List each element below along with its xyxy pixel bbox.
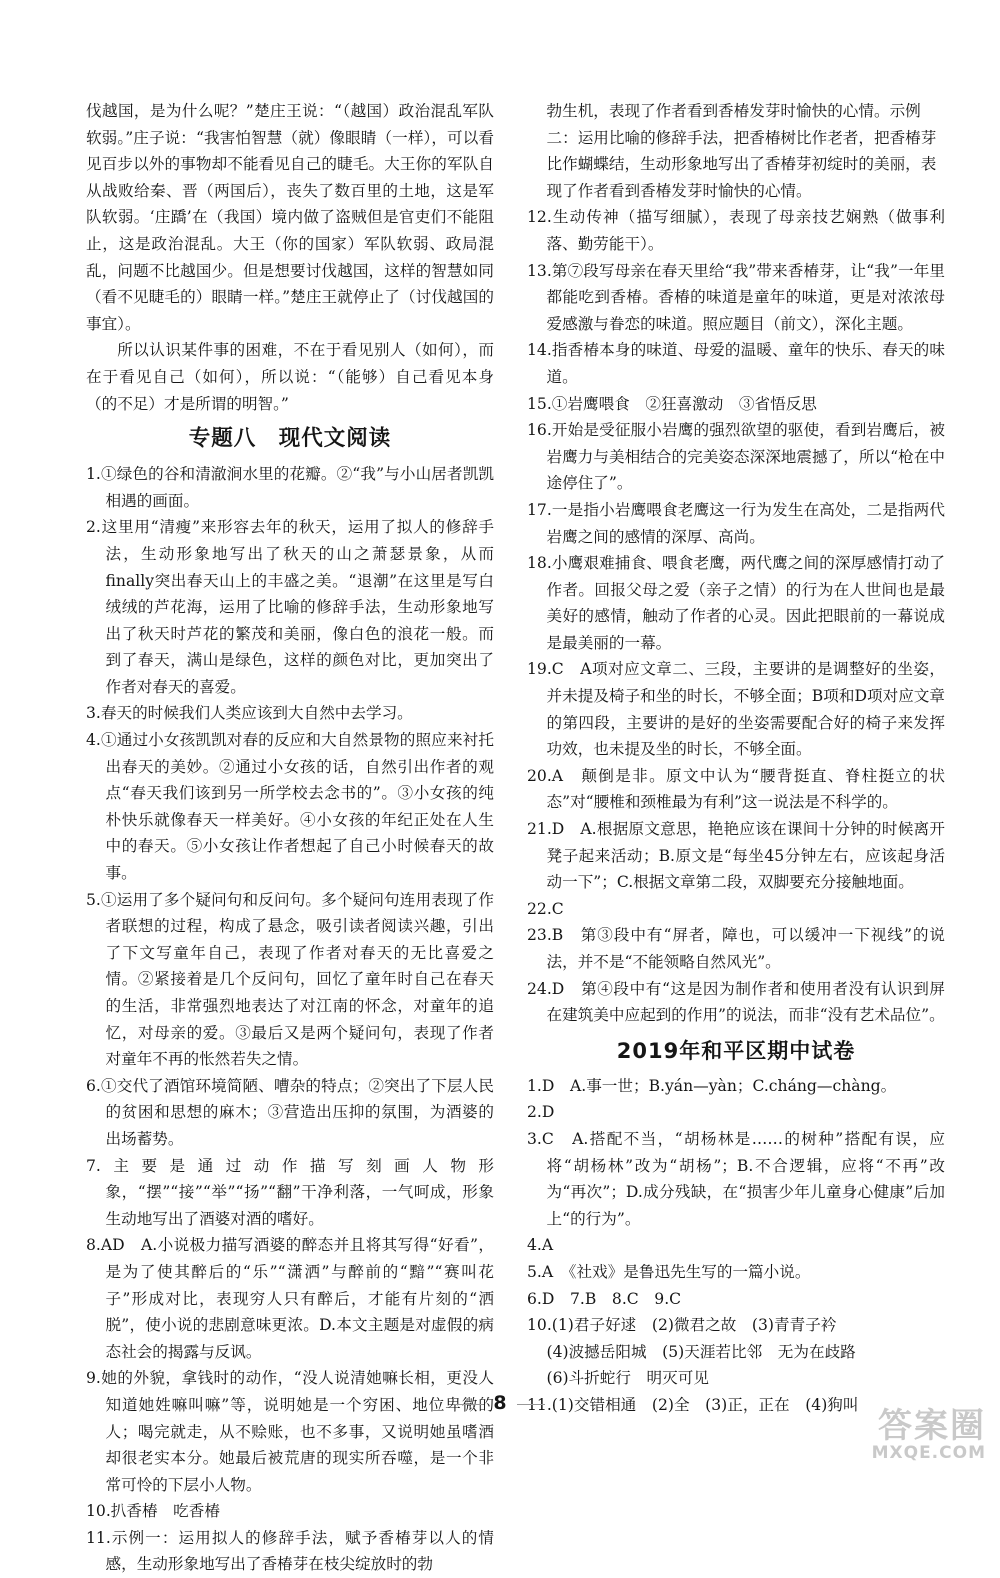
answer-item: 18.小鹰艰难捕食、喂食老鹰，两代鹰之间的深厚感情打动了作者。回报父母之爱（亲子之情）的行为在人世间也是最美好的感情，触动了作者的心灵。因此把眼前的一幕说成是最美丽的一幕。 (527, 554, 945, 652)
answer-item: 11.示例一：运用拟人的修辞手法，赋予香椿芽以人的情感，生动形象地写出了香椿芽在枝尖绽放时的勃 (86, 1528, 494, 1574)
answer-item: 12.生动传神（描写细腻），表现了母亲技艺娴熟（做事利落、勤劳能干）。 (527, 208, 945, 253)
answer-item: 5.①运用了多个疑问句和反问句。多个疑问句连用表现了作者联想的过程，构成了悬念，吸引读者阅读兴趣，引出了下文写童年自己，表现了作者对春天的无比喜爱之情。②紧接着是几个反问句，回忆了童年时自己在春天的生活，非常强烈地表达了对江南的怀念，对童年的追忆，对母亲的爱。③最后又是两个疑问句，表现了作者对童年不再的怅然若失之情。 (86, 890, 494, 1069)
watermark-text: 答案圈 (878, 1406, 986, 1446)
answer-item: 3.春天的时候我们人类应该到大自然中去学习。 (86, 704, 413, 723)
answer-item: 16.开始是受征服小岩鹰的强烈欲望的驱使，看到岩鹰后，被岩鹰力与美相结合的完美姿态深深地震撼了，所以“枪在中途停住了”。 (527, 421, 945, 493)
answer-item: 14.指香椿本身的味道、母爱的温暖、童年的快乐、春天的味道。 (527, 341, 945, 386)
answer-item: 2.D (527, 1103, 555, 1122)
answer-item: 6.D 7.B 8.C 9.C (527, 1289, 682, 1308)
answer-item: 2.这里用“清瘦”来形容去年的秋天，运用了拟人的修辞手法，生动形象地写出了秋天的山之萧瑟景象，从而finally突出春天山上的丰盛之美。“退潮”在这里是写白绒绒的芦花海，运用了比喻的修辞手法，生动形象地写出了秋天时芦花的繁茂和美丽，像白色的浪花一般。而到了春天，满山是绿色，这样的颜色对比，更加突出了作者对春天的喜爱。 (86, 518, 494, 696)
answer-item: 4.A (527, 1236, 554, 1255)
answer-item: 6.①交代了酒馆环境简陋、嘈杂的特点；②突出了下层人民的贫困和思想的麻木；③营造出压抑的氛围，为酒婆的出场蓄势。 (86, 1076, 494, 1148)
page-number: 8 (493, 1392, 507, 1414)
answer-item: 17.一是指小岩鹰喂食老鹰这一行为发生在高处，二是指两代岩鹰之间的感情的深厚、高尚。 (527, 500, 945, 546)
passage-paragraph: 伐越国，是为什么呢？”楚庄王说：“（越国）政治混乱军队软弱。”庄子说：“我害怕智慧（就）像眼睛（一样），可以看见百步以外的事物却不能看见自己的睫毛。大王你的军队自从战败给秦、晋（两国后），丧失了数百里的土地，这是军队软弱。‘庄蹻’在（我国）境内做了盗贼但是官吏们不能阻止，这是政治混乱。大王（你的国家）军队软弱、政局混乱，问题不比越国少。但是想要讨伐越国，这样的智慧如同（看不见睫毛的）眼睛一样。”楚庄王就停止了（讨伐越国的事宜）。 (86, 102, 494, 333)
answer-item: 5.A 《社戏》是鲁迅先生写的一篇小说。 (527, 1262, 811, 1281)
answer-item: 20.A 颠倒是非。原文中认为“腰背挺直、脊柱挺立的状态”对“腰椎和颈椎最为有利”这一说法是不科学的。 (527, 766, 945, 812)
answer-item: 19.C A项对应文章二、三段，主要讲的是调整好的坐姿，并未提及椅子和坐的时长，不够全面；B项和D项对应文章的第四段，主要讲的是好的坐姿需要配合好的椅子来发挥功效，也未提及坐的时长，不够全面。 (527, 660, 945, 759)
answer-subline: (4)波撼岳阳城 (5)天涯若比邻 无为在歧路 (546, 1342, 856, 1361)
answer-item: 1.D A.事一世；B.yán—yàn；C.cháng—chàng。 (527, 1076, 897, 1095)
answer-item: 1.①绿色的谷和清澈涧水里的花瓣。②“我”与小山居者凯凯相遇的画面。 (86, 465, 494, 510)
answer-item: 4.①通过小女孩凯凯对春的反应和大自然景物的照应来衬托出春天的美妙。②通过小女孩的话，自然引出作者的观点“春天我们该到另一所学校去念书的”。③小女孩的纯朴快乐就像春天一样美好。④小女孩的年纪正处在人生中的春天。⑤小女孩让作者想起了自己小时候春天的故事。 (86, 731, 494, 883)
right-column (527, 98, 945, 1419)
answer-item: 8.AD A.小说极力描写酒婆的醉态并且将其写得“好看”，是为了使其醉后的“乐”“潇洒”与醉前的“黯”“赛叫花子”形成对比，表现穷人只有醉后，才能有片刻的“洒脱”，使小说的悲剧意味更浓。D.本文主题是对虚假的病态社会的揭露与反讽。 (86, 1236, 494, 1361)
answer-item: 11.(1)交错相通 (2)全 (3)正，正在 (4)狗叫 (527, 1395, 859, 1414)
answer-item: 15.①岩鹰喂食 ②狂喜激动 ③省悟反思 (527, 394, 817, 413)
left-column (86, 98, 494, 1578)
answer-item-continued: 勃生机，表现了作者看到香椿发芽时愉快的心情。示例二：运用比喻的修辞手法，把香椿树比作老者，把香椿芽比作蝴蝶结，生动形象地写出了香椿芽初绽时的美丽，表现了作者看到香椿发芽时愉快的心情。 (546, 102, 937, 200)
answer-item: 21.D A.根据原文意思，艳艳应该在课间十分钟的时候离开凳子起来活动；B.原文是“每坐45分钟左右，应该起身活动一下”；C.根据文章第二段，双脚要充分接触地面。 (527, 820, 945, 892)
section-title: 2019年和平区期中试卷 (616, 1038, 856, 1063)
section-title: 专题八 现代文阅读 (188, 426, 392, 452)
watermark-logo (872, 1408, 986, 1462)
footer-rule (455, 1404, 483, 1405)
answer-item: 10.(1)君子好逑 (2)微君之故 (3)青青子衿 (527, 1316, 837, 1335)
passage-paragraph: 所以认识某件事的困难，不在于看见别人（如何），而在于看见自己（如何），所以说：“（能够）自己看见本身（的不足）才是所谓的明智。” (86, 341, 494, 413)
answer-item: 23.B 第③段中有“屏者，障也，可以缓冲一下视线”的说法，并不是“不能领略自然风光”。 (527, 926, 945, 971)
page-footer (0, 1392, 1000, 1414)
answer-item: 7.主要是通过动作描写刻画人物形象，“摆”“接”“举”“扬”“翻”干净利落，一气呵成，形象生动地写出了酒婆对酒的嗜好。 (86, 1156, 494, 1228)
answer-item: 13.第⑦段写母亲在春天里给“我”带来香椿芽，让“我”一年里都能吃到香椿。香椿的味道是童年的味道，更是对浓浓母爱感激与眷恋的味道。照应题目（前文），深化主题。 (527, 261, 945, 333)
answer-subline: (6)斗折蛇行 明灭可见 (546, 1369, 709, 1388)
answer-item: 9.她的外貌，拿钱时的动作，“没人说清她嘛长相，更没人知道她姓嘛叫嘛”等，说明她是一个穷困、地位卑微的人；喝完就走，从不赊账，也不多事，又说明她虽嗜酒却很老实本分。她最后被荒唐的现实所吞噬，是一个非常可怜的下层小人物。 (86, 1369, 494, 1494)
answer-item: 24.D 第④段中有“这是因为制作者和使用者没有认识到屏在建筑美中应起到的作用”的说法，而非“没有艺术品位”。 (527, 979, 945, 1025)
watermark-url: MXQE.COM (871, 1443, 986, 1463)
answer-item: 22.C (527, 899, 564, 918)
answer-item: 3.C A.搭配不当，“胡杨林是……的树种”搭配有误，应将“胡杨林”改为“胡杨”；B.不合逻辑，应将“不再”改为“再次”；D.成分残缺，在“损害少年儿童身心健康”后加上“的行为”。 (527, 1129, 945, 1228)
footer-rule (517, 1404, 545, 1405)
answer-item: 10.扒香椿 吃香椿 (86, 1502, 220, 1521)
